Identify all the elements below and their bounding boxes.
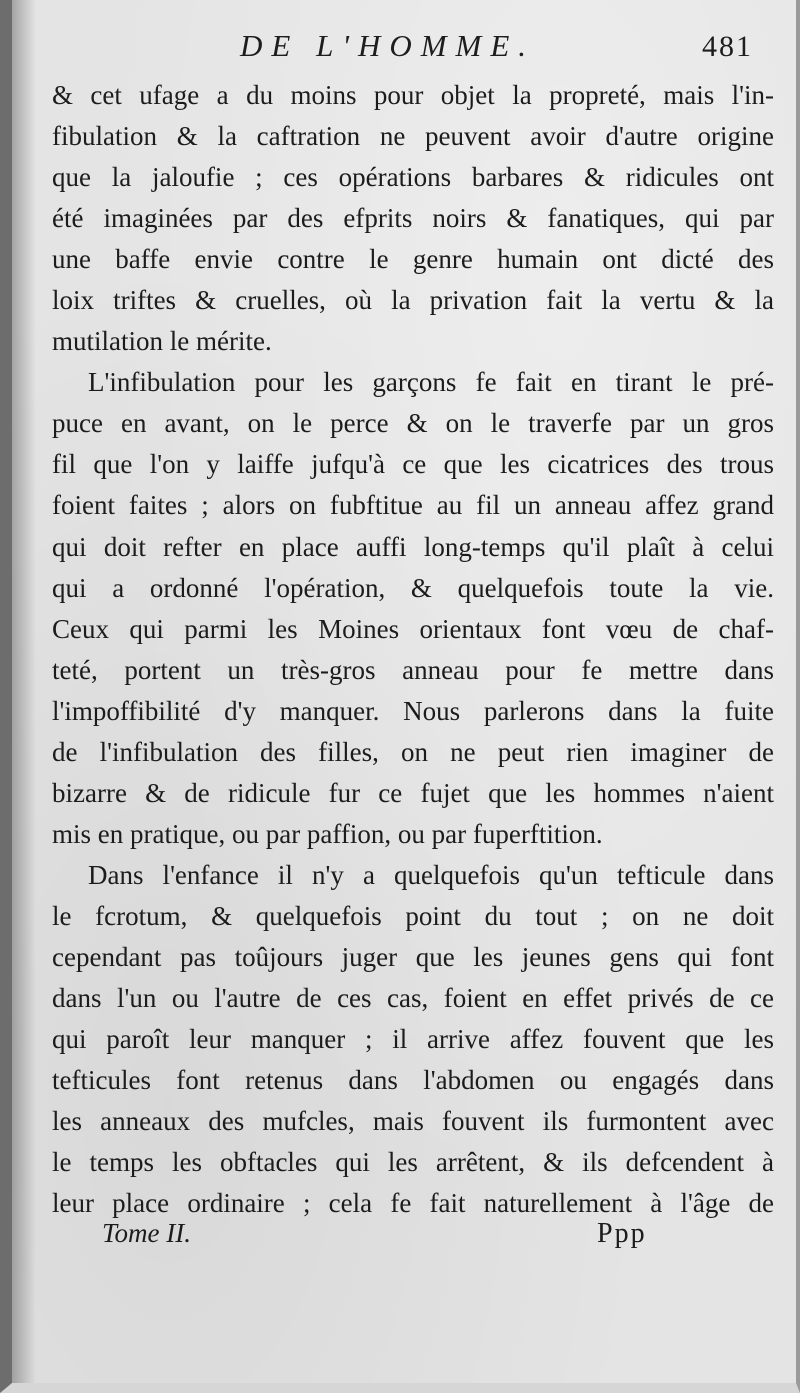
text-line: qui paroît leur manquer ; il arrive affez fouvent que les	[52, 1024, 774, 1055]
text-line: qui doit refter en place auffi long-temps qu'il plaît à celui	[52, 531, 774, 562]
text-line: mutilation le mérite.	[52, 326, 272, 357]
text-line: les anneaux des mufcles, mais fouvent ils furmontent avec	[52, 1106, 774, 1137]
text-line: bizarre & de ridicule fur ce fujet que les hommes n'aient	[52, 777, 774, 808]
text-line: Ceux qui parmi les Moines orientaux font vœu de chaf-	[52, 613, 774, 644]
volume-label: Tome II.	[102, 1218, 192, 1248]
text-line: fil que l'on y laiffe jufqu'à ce que les cicatrices des trous	[52, 449, 774, 480]
text-line: L'infibulation pour les garçons fe fait en tirant le pré-	[88, 367, 774, 398]
text-line: que la jaloufie ; ces opérations barbares & ridicules ont	[52, 162, 774, 193]
text-line: tefticules font retenus dans l'abdomen ou engagés dans	[52, 1065, 774, 1096]
page-footer	[12, 1218, 796, 1258]
text-line: cependant pas toûjours juger que les jeunes gens qui font	[52, 941, 774, 972]
running-head	[12, 28, 796, 68]
text-line: foient faites ; alors on fubftitue au fil un anneau affez grand	[52, 490, 774, 521]
text-line: une baffe envie contre le genre humain ont dicté des	[52, 244, 774, 275]
running-title: DE L'HOMME.	[240, 28, 536, 63]
text-line: leur place ordinaire ; cela fe fait naturellement à l'âge de	[52, 1188, 774, 1219]
text-line: le temps les obftacles qui les arrêtent, & ils defcendent à	[52, 1147, 774, 1178]
text-line: de l'infibulation des filles, on ne peut rien imaginer de	[52, 736, 774, 767]
text-line: & cet ufage a du moins pour objet la propreté, mais l'in-	[52, 80, 774, 110]
body-text	[52, 75, 774, 1224]
text-line: loix triftes & cruelles, où la privation fait la vertu & la	[52, 285, 774, 316]
text-line: dans l'un ou l'autre de ces cas, foient en effet privés de ce	[52, 983, 774, 1014]
page-number: 481	[702, 30, 753, 63]
text-line: mis en pratique, ou par paffion, ou par fuperftition.	[52, 818, 603, 849]
text-line: puce en avant, on le perce & on le traverfe par un gros	[52, 408, 774, 439]
text-line: Dans l'enfance il n'y a quelquefois qu'un tefticule dans	[88, 859, 774, 890]
text-line: été imaginées par des efprits noirs & fanatiques, qui par	[52, 203, 774, 234]
signature-mark: Ppp	[597, 1218, 647, 1249]
binding-shadow	[12, 0, 36, 1383]
text-line: teté, portent un très-gros anneau pour fe mettre dans	[52, 654, 774, 685]
text-line: l'impoffibilité d'y manquer. Nous parlerons dans la fuite	[52, 695, 774, 726]
text-line: le fcrotum, & quelquefois point du tout ; on ne doit	[52, 900, 774, 931]
text-line: fibulation & la caftration ne peuvent avoir d'autre origine	[52, 121, 774, 152]
text-line: qui a ordonné l'opération, & quelquefois toute la vie.	[52, 572, 774, 603]
